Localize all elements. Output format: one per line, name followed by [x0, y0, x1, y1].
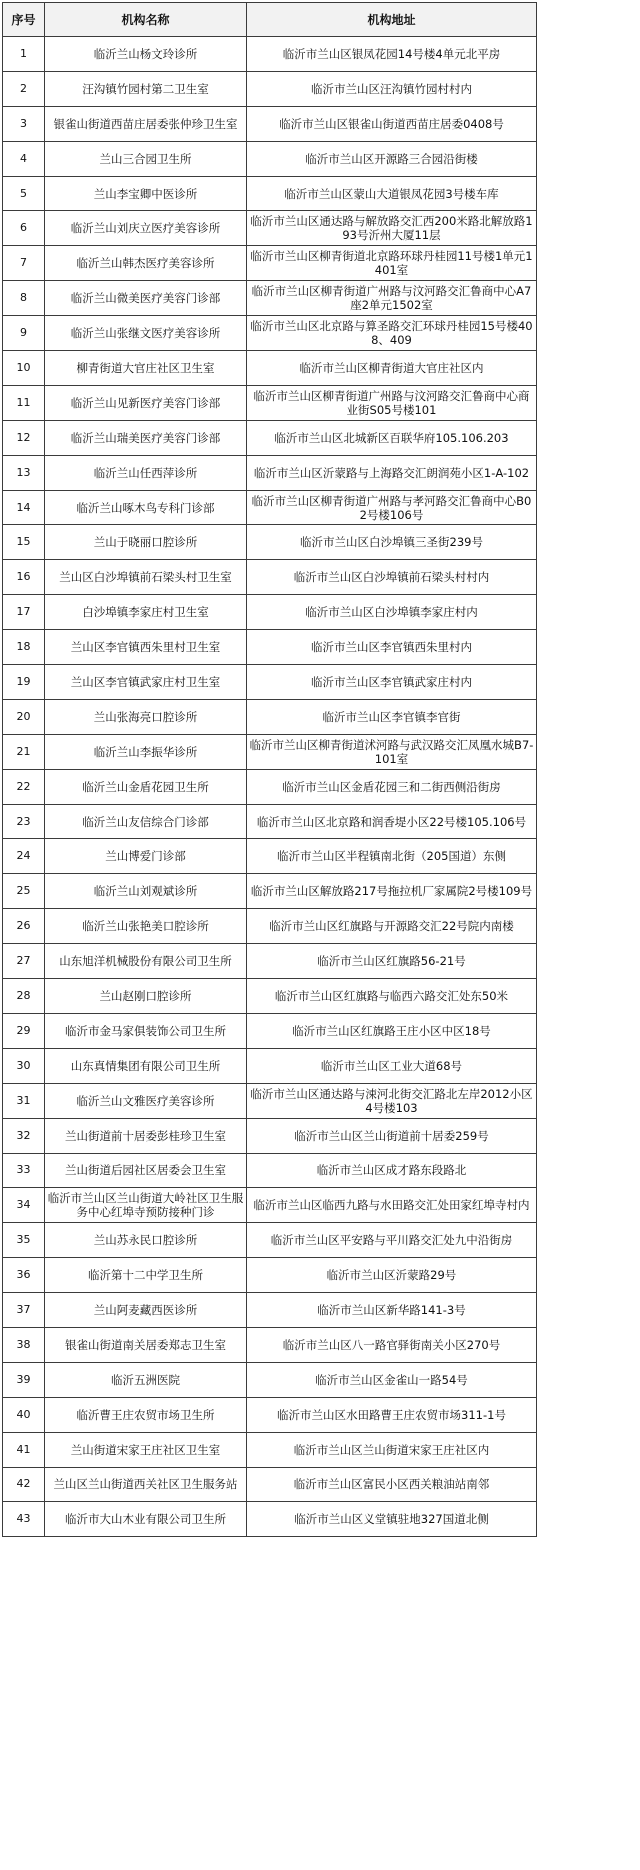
- institution-table: [2, 2, 537, 1537]
- table-row: [3, 351, 537, 386]
- serial-cell: 25: [3, 874, 45, 909]
- table-row: [3, 839, 537, 874]
- institution-address-cell: 临沂市兰山区开源路三合园沿街楼: [247, 141, 537, 176]
- serial-cell: 28: [3, 979, 45, 1014]
- header-institution-name: 机构名称: [45, 3, 247, 37]
- institution-name-cell: 银雀山街道西苗庄居委张仲珍卫生室: [45, 106, 247, 141]
- table-row: [3, 1362, 537, 1397]
- serial-cell: 38: [3, 1327, 45, 1362]
- institution-address-cell: 临沂市兰山区红旗路王庄小区中区18号: [247, 1013, 537, 1048]
- table-row: [3, 525, 537, 560]
- institution-name-cell: 山东旭洋机械股份有限公司卫生所: [45, 944, 247, 979]
- table-row: [3, 176, 537, 211]
- table-row: [3, 1293, 537, 1328]
- institution-address-cell: 临沂市兰山区北京路和润香堤小区22号楼105.106号: [247, 804, 537, 839]
- table-row: [3, 560, 537, 595]
- institution-address-cell: 临沂市兰山区义堂镇驻地327国道北侧: [247, 1502, 537, 1537]
- institution-name-cell: 临沂兰山韩杰医疗美容诊所: [45, 246, 247, 281]
- institution-address-cell: 临沂市兰山区李官镇李官街: [247, 699, 537, 734]
- serial-cell: 5: [3, 176, 45, 211]
- institution-address-cell: 临沂市兰山区李官镇西朱里村内: [247, 630, 537, 665]
- serial-cell: 34: [3, 1188, 45, 1223]
- institution-name-cell: 兰山街道宋家王庄社区卫生室: [45, 1432, 247, 1467]
- institution-name-cell: 临沂五洲医院: [45, 1362, 247, 1397]
- institution-address-cell: 临沂市兰山区红旗路与开源路交汇22号院内南楼: [247, 909, 537, 944]
- institution-name-cell: 临沂兰山刘庆立医疗美容诊所: [45, 211, 247, 246]
- institution-name-cell: 汪沟镇竹园村第二卫生室: [45, 71, 247, 106]
- institution-name-cell: 兰山区李官镇武家庄村卫生室: [45, 665, 247, 700]
- serial-cell: 31: [3, 1083, 45, 1118]
- institution-address-cell: 临沂市兰山区柳青街道大官庄社区内: [247, 351, 537, 386]
- institution-name-cell: 临沂兰山任西萍诊所: [45, 455, 247, 490]
- serial-cell: 9: [3, 316, 45, 351]
- table-row: [3, 1118, 537, 1153]
- serial-cell: 1: [3, 37, 45, 72]
- institution-address-cell: 临沂市兰山区沂蒙路与上海路交汇朗润苑小区1-A-102: [247, 455, 537, 490]
- institution-name-cell: 临沂兰山见新医疗美容门诊部: [45, 385, 247, 420]
- table-row: [3, 909, 537, 944]
- table-row: [3, 1467, 537, 1502]
- serial-cell: 26: [3, 909, 45, 944]
- table-row: [3, 490, 537, 525]
- table-row: [3, 1258, 537, 1293]
- serial-cell: 30: [3, 1048, 45, 1083]
- institution-address-cell: 临沂市兰山区工业大道68号: [247, 1048, 537, 1083]
- serial-cell: 23: [3, 804, 45, 839]
- institution-address-cell: 临沂市兰山区蒙山大道银凤花园3号楼车库: [247, 176, 537, 211]
- serial-cell: 17: [3, 595, 45, 630]
- institution-address-cell: 临沂市兰山区兰山街道宋家王庄社区内: [247, 1432, 537, 1467]
- table-row: [3, 1502, 537, 1537]
- serial-cell: 21: [3, 734, 45, 769]
- header-institution-address: 机构地址: [247, 3, 537, 37]
- table-row: [3, 316, 537, 351]
- institution-name-cell: 临沂兰山刘观斌诊所: [45, 874, 247, 909]
- serial-cell: 29: [3, 1013, 45, 1048]
- institution-address-cell: 临沂市兰山区水田路曹王庄农贸市场311-1号: [247, 1397, 537, 1432]
- serial-cell: 40: [3, 1397, 45, 1432]
- serial-cell: 15: [3, 525, 45, 560]
- institution-address-cell: 临沂市兰山区通达路与涑河北街交汇路北左岸2012小区4号楼103: [247, 1083, 537, 1118]
- institution-name-cell: 临沂兰山瑞美医疗美容门诊部: [45, 420, 247, 455]
- institution-address-cell: 临沂市兰山区兰山街道前十居委259号: [247, 1118, 537, 1153]
- institution-name-cell: 临沂兰山友信综合门诊部: [45, 804, 247, 839]
- institution-address-cell: 临沂市兰山区柳青街道广州路与汶河路交汇鲁商中心商业街S05号楼101: [247, 385, 537, 420]
- table-row: [3, 699, 537, 734]
- institution-name-cell: 兰山阿麦藏西医诊所: [45, 1293, 247, 1328]
- institution-name-cell: 兰山区兰山街道西关社区卫生服务站: [45, 1467, 247, 1502]
- institution-name-cell: 柳青街道大官庄社区卫生室: [45, 351, 247, 386]
- institution-name-cell: 兰山张海亮口腔诊所: [45, 699, 247, 734]
- header-serial: 序号: [3, 3, 45, 37]
- institution-address-cell: 临沂市兰山区金雀山一路54号: [247, 1362, 537, 1397]
- institution-name-cell: 临沂兰山文雅医疗美容诊所: [45, 1083, 247, 1118]
- institution-name-cell: 兰山苏永民口腔诊所: [45, 1223, 247, 1258]
- institution-name-cell: 兰山三合园卫生所: [45, 141, 247, 176]
- institution-address-cell: 临沂市兰山区北京路与算圣路交汇环球丹桂园15号楼408、409: [247, 316, 537, 351]
- institution-address-cell: 临沂市兰山区汪沟镇竹园村村内: [247, 71, 537, 106]
- institution-name-cell: 兰山街道前十居委彭桂珍卫生室: [45, 1118, 247, 1153]
- table-row: [3, 665, 537, 700]
- serial-cell: 14: [3, 490, 45, 525]
- table-row: [3, 455, 537, 490]
- table-row: [3, 1013, 537, 1048]
- institution-name-cell: 银雀山街道南关居委郑志卫生室: [45, 1327, 247, 1362]
- institution-name-cell: 临沂兰山杨文玲诊所: [45, 37, 247, 72]
- table-row: [3, 1397, 537, 1432]
- table-row: [3, 1083, 537, 1118]
- table-row: [3, 734, 537, 769]
- serial-cell: 41: [3, 1432, 45, 1467]
- table-row: [3, 595, 537, 630]
- table-row: [3, 769, 537, 804]
- institution-address-cell: 临沂市兰山区成才路东段路北: [247, 1153, 537, 1188]
- institution-address-cell: 临沂市兰山区半程镇南北街（205国道）东侧: [247, 839, 537, 874]
- table-row: [3, 1432, 537, 1467]
- serial-cell: 2: [3, 71, 45, 106]
- institution-name-cell: 临沂兰山啄木鸟专科门诊部: [45, 490, 247, 525]
- serial-cell: 20: [3, 699, 45, 734]
- institution-name-cell: 临沂兰山微美医疗美容门诊部: [45, 281, 247, 316]
- table-row: [3, 37, 537, 72]
- table-row: [3, 106, 537, 141]
- institution-name-cell: 兰山赵刚口腔诊所: [45, 979, 247, 1014]
- institution-name-cell: 临沂兰山李振华诊所: [45, 734, 247, 769]
- serial-cell: 39: [3, 1362, 45, 1397]
- institution-name-cell: 临沂兰山金盾花园卫生所: [45, 769, 247, 804]
- institution-address-cell: 临沂市兰山区北城新区百联华府105.106.203: [247, 420, 537, 455]
- institution-address-cell: 临沂市兰山区白沙埠镇前石梁头村村内: [247, 560, 537, 595]
- serial-cell: 35: [3, 1223, 45, 1258]
- institution-name-cell: 兰山博爱门诊部: [45, 839, 247, 874]
- table-row: [3, 141, 537, 176]
- institution-address-cell: 临沂市兰山区白沙埠镇三圣街239号: [247, 525, 537, 560]
- serial-cell: 33: [3, 1153, 45, 1188]
- serial-cell: 36: [3, 1258, 45, 1293]
- serial-cell: 24: [3, 839, 45, 874]
- serial-cell: 4: [3, 141, 45, 176]
- institution-name-cell: 临沂市兰山区兰山街道大岭社区卫生服务中心红埠寺预防接种门诊: [45, 1188, 247, 1223]
- serial-cell: 37: [3, 1293, 45, 1328]
- header-row: [3, 3, 537, 37]
- institution-name-cell: 白沙埠镇李家庄村卫生室: [45, 595, 247, 630]
- serial-cell: 43: [3, 1502, 45, 1537]
- institution-address-cell: 临沂市兰山区通达路与解放路交汇西200米路北解放路193号沂州大厦11层: [247, 211, 537, 246]
- table-row: [3, 211, 537, 246]
- institution-address-cell: 临沂市兰山区平安路与平川路交汇处九中沿街房: [247, 1223, 537, 1258]
- serial-cell: 18: [3, 630, 45, 665]
- table-body: [3, 37, 537, 1537]
- institution-address-cell: 临沂市兰山区柳青街道北京路环球丹桂园11号楼1单元1401室: [247, 246, 537, 281]
- table-row: [3, 1153, 537, 1188]
- institution-name-cell: 兰山区李官镇西朱里村卫生室: [45, 630, 247, 665]
- serial-cell: 7: [3, 246, 45, 281]
- institution-address-cell: 临沂市兰山区金盾花园三和二街西侧沿街房: [247, 769, 537, 804]
- table-row: [3, 281, 537, 316]
- serial-cell: 22: [3, 769, 45, 804]
- serial-cell: 13: [3, 455, 45, 490]
- institution-address-cell: 临沂市兰山区红旗路与临西六路交汇处东50米: [247, 979, 537, 1014]
- institution-address-cell: 临沂市兰山区柳青街道广州路与孝河路交汇鲁商中心B02号楼106号: [247, 490, 537, 525]
- institution-address-cell: 临沂市兰山区红旗路56-21号: [247, 944, 537, 979]
- institution-address-cell: 临沂市兰山区白沙埠镇李家庄村内: [247, 595, 537, 630]
- serial-cell: 6: [3, 211, 45, 246]
- institution-address-cell: 临沂市兰山区柳青街道沭河路与武汉路交汇凤凰水城B7-101室: [247, 734, 537, 769]
- table-row: [3, 1327, 537, 1362]
- institution-address-cell: 临沂市兰山区李官镇武家庄村内: [247, 665, 537, 700]
- institution-address-cell: 临沂市兰山区沂蒙路29号: [247, 1258, 537, 1293]
- institution-name-cell: 兰山街道后园社区居委会卫生室: [45, 1153, 247, 1188]
- institution-name-cell: 临沂兰山张艳美口腔诊所: [45, 909, 247, 944]
- serial-cell: 3: [3, 106, 45, 141]
- institution-address-cell: 临沂市兰山区八一路官驿街南关小区270号: [247, 1327, 537, 1362]
- table-row: [3, 1223, 537, 1258]
- serial-cell: 19: [3, 665, 45, 700]
- table-row: [3, 1048, 537, 1083]
- institution-address-cell: 临沂市兰山区银凤花园14号楼4单元北平房: [247, 37, 537, 72]
- table-row: [3, 246, 537, 281]
- table-row: [3, 804, 537, 839]
- institution-address-cell: 临沂市兰山区解放路217号拖拉机厂家属院2号楼109号: [247, 874, 537, 909]
- table-row: [3, 385, 537, 420]
- institution-address-cell: 临沂市兰山区银雀山街道西苗庄居委0408号: [247, 106, 537, 141]
- institution-address-cell: 临沂市兰山区柳青街道广州路与汶河路交汇鲁商中心A7座2单元1502室: [247, 281, 537, 316]
- serial-cell: 16: [3, 560, 45, 595]
- institution-address-cell: 临沂市兰山区新华路141-3号: [247, 1293, 537, 1328]
- table-row: [3, 71, 537, 106]
- table-row: [3, 420, 537, 455]
- institution-name-cell: 兰山区白沙埠镇前石梁头村卫生室: [45, 560, 247, 595]
- table-row: [3, 1188, 537, 1223]
- table-row: [3, 979, 537, 1014]
- institution-name-cell: 临沂第十二中学卫生所: [45, 1258, 247, 1293]
- institution-address-cell: 临沂市兰山区富民小区西关粮油站南邻: [247, 1467, 537, 1502]
- institution-name-cell: 临沂市大山木业有限公司卫生所: [45, 1502, 247, 1537]
- institution-address-cell: 临沂市兰山区临西九路与水田路交汇处田家红埠寺村内: [247, 1188, 537, 1223]
- serial-cell: 11: [3, 385, 45, 420]
- institution-name-cell: 山东真情集团有限公司卫生所: [45, 1048, 247, 1083]
- serial-cell: 12: [3, 420, 45, 455]
- institution-name-cell: 兰山于晓丽口腔诊所: [45, 525, 247, 560]
- serial-cell: 32: [3, 1118, 45, 1153]
- institution-name-cell: 兰山李宝卿中医诊所: [45, 176, 247, 211]
- serial-cell: 42: [3, 1467, 45, 1502]
- serial-cell: 10: [3, 351, 45, 386]
- institution-name-cell: 临沂曹王庄农贸市场卫生所: [45, 1397, 247, 1432]
- serial-cell: 8: [3, 281, 45, 316]
- institution-name-cell: 临沂市金马家俱装饰公司卫生所: [45, 1013, 247, 1048]
- table-row: [3, 630, 537, 665]
- table-row: [3, 944, 537, 979]
- serial-cell: 27: [3, 944, 45, 979]
- institution-name-cell: 临沂兰山张继文医疗美容诊所: [45, 316, 247, 351]
- table-row: [3, 874, 537, 909]
